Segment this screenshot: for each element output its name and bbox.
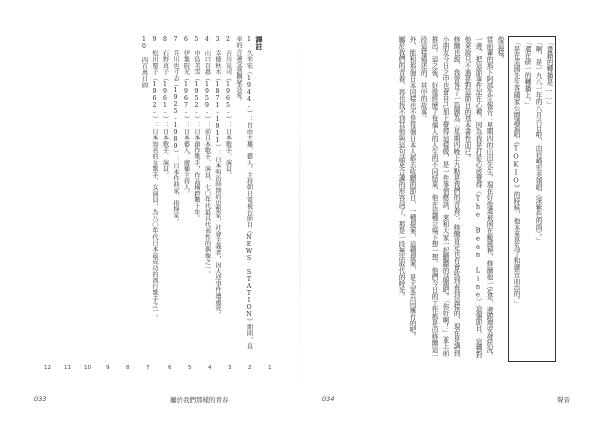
dialogue-box — [508, 36, 556, 362]
note-number: 7 — [146, 365, 150, 371]
note-item: 9 松田聖子（1962-）：日本知名的女歌手、女演員，為八〇年代日本最成功的流行歌手之一。 — [151, 36, 158, 321]
note-number: 6 — [168, 365, 172, 371]
running-head-left: 屬於我們那樣的青春 — [170, 396, 229, 404]
paragraph: 屬於我們的青春，再也找不到其他與這句話更合適的形容詞了，那是一段無法取代的時光。 — [397, 36, 405, 300]
note-number: 10 — [84, 365, 91, 371]
note-item: 10 四百萬日圓 — [140, 36, 148, 88]
dialogue-line: 「還在研一的轉播上。」 — [523, 39, 531, 109]
note-number: 8 — [126, 365, 130, 371]
paragraph: 像這樣。 — [496, 36, 504, 63]
note-number: 12 — [44, 365, 51, 371]
note-number: 5 — [188, 365, 192, 371]
page-number-right: 034 — [322, 395, 335, 403]
note-number: 3 — [228, 365, 232, 371]
paragraph: 當前輩的那下阿部先生報告：星期四的山田先生，現在好像還被困在颱風裡，修爾他一定是，邊跟理安發狀況，一邊，把這節事件記在心裡，因為我是打從心底覺得〈The Bean Line〉這個節目，這種對他來說只不過是對這節目的基本書性而已。 — [463, 36, 493, 360]
note-item: 5 中島美雪（1952-）：日本創作歌手，作品橫跨數十年。 — [193, 36, 200, 222]
note-number: 4 — [208, 365, 212, 371]
note-item: 6 伊集院光（1967-）：日本藝人、廣播主持人。 — [182, 36, 190, 197]
notes-column — [24, 36, 264, 354]
note-item: 2 吉川晃司（1965-）：日本歌手、演員。 — [224, 36, 232, 178]
note-item: 3 幸德秋水（1871-1911）：日本明治時期的思想家、社會主義者，因大逆事件遭處死。 — [214, 36, 221, 318]
right-page — [300, 0, 600, 425]
note-number: 9 — [106, 365, 110, 371]
note-item: 7 芥川也寸志（1925-1989）：日本作曲家、指揮家。 — [172, 36, 179, 225]
note-number: 11 — [64, 365, 71, 371]
dialogue-line: 「是在美國先生各國家公園講道唱《TOKIO》的時候，他本來是為了和廣告而出的。」 — [512, 39, 520, 307]
note-item: 1 久米宏（1944-）：自由主播、藝人。主持朝日電視台節目《NEWS STATION》期間，直率的言論受到觀眾喜愛。 — [235, 36, 253, 349]
dialogue-line: 「書籍的轉播是……」 — [545, 39, 553, 108]
notes-title: 譯註 — [255, 36, 264, 50]
page-number-left: 033 — [34, 395, 47, 403]
paragraph: 外，能和那個日本同樣也不是每個日本人都去收聽的節目，一種提案，這種提案，是大家共同擁有的吧。 — [408, 36, 416, 340]
body-text-column — [324, 36, 556, 362]
note-item: 8 石野真子（1961-）：日本歌手、演員。 — [161, 36, 169, 178]
running-head-right: 聲音 — [557, 396, 570, 404]
note-item: 4 山口百惠（1959-）：前日本歌手、演員，七〇年代最具代表性的偶像之一。 — [203, 36, 211, 278]
note-number: 2 — [248, 365, 252, 371]
paragraph: 修爾也說，我曾答了一篇題為〈星期四晚上九點是我們的青春〉，修爾肯定也有會收到看到這樣的，現在是講到小朋友今日之中也會自己加上覺得這樣做，是一件事情應該，來和大家一起聽聽的話題吧。「你好啊！」並上前推出。這之後，好像經歷了每個人的人生的不同結果，他在這種立場下想一想，他們今日的工作都是由修爾這一段這樣描述的，其中的故事。 — [419, 36, 460, 360]
note-number: 1 — [268, 365, 272, 371]
dialogue-line: 「啊，是一九八一年的八月六日啦，由岩崎宏美領唱〈深紫色的雨〉。」 — [534, 39, 542, 244]
